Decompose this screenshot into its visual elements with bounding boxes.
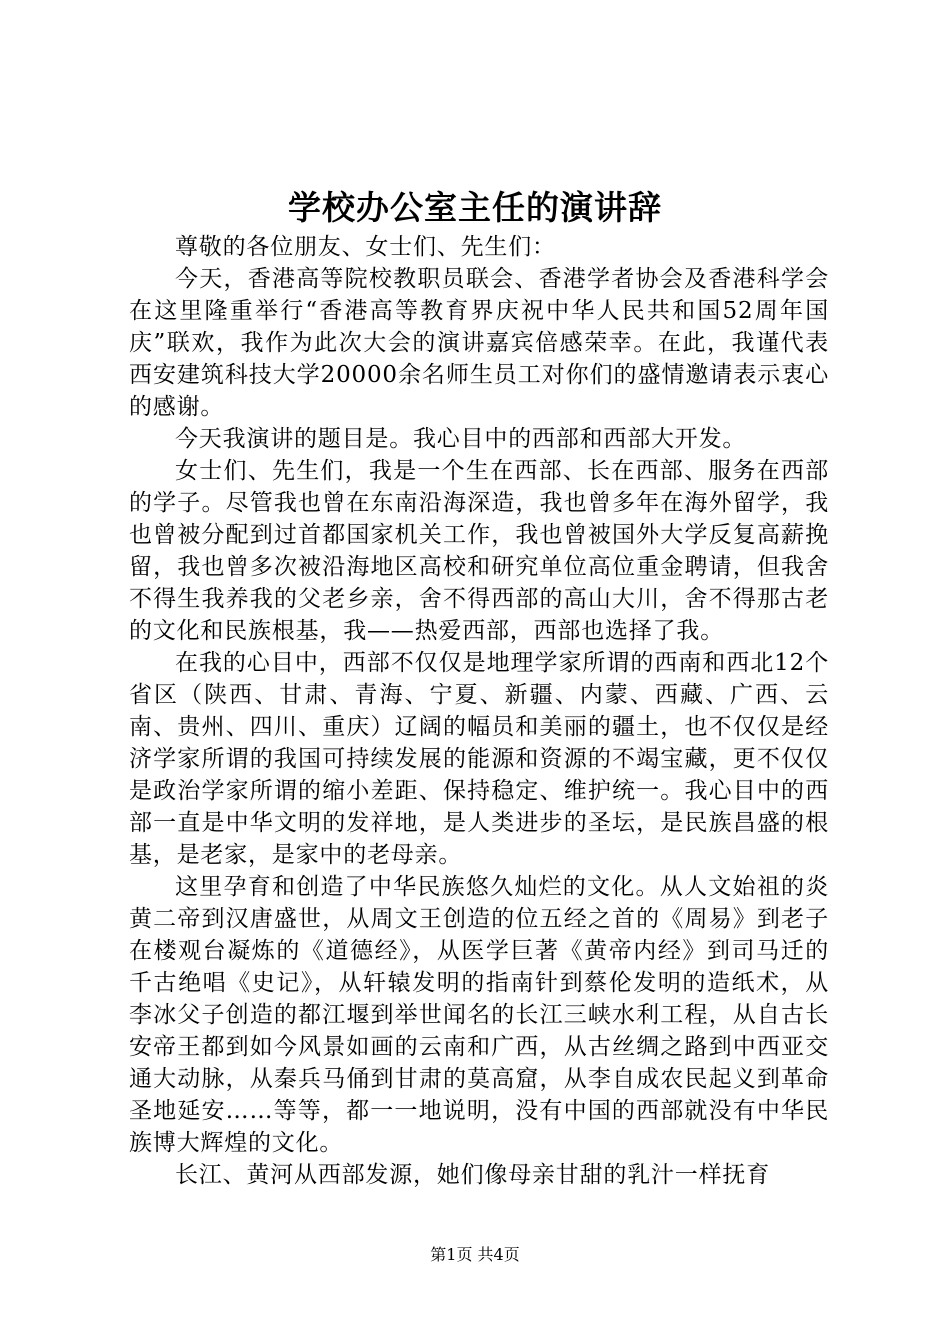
document-title: 学校办公室主任的演讲辞 [288, 188, 662, 227]
paragraph-culture: 这里孕育和创造了中华民族悠久灿烂的文化。从人文始祖的炎黄二帝到汉唐盛世，从周文王创造的位五经之首的《周易》到老子在楼观台凝炼的《道德经》，从医学巨著《黄帝内经》到司马迁的千古绝唱《史记》，从轩辕发明的指南针到蔡伦发明的造纸术，从李冰父子创造的都江堰到举世闻名的长江三峡水利工程，从自古长安帝王都到如今风景如画的云南和广西，从古丝绸之路到中西亚交通大动脉，从秦兵马俑到甘肃的莫高窟，从李自成农民起义到革命圣地延安……等等，都一一地说明，没有中国的西部就没有中华民族博大辉煌的文化。 [129, 874, 829, 1156]
paragraph-opening: 今天，香港高等院校教职员联会、香港学者协会及香港科学会在这里隆重举行“香港高等教育界庆祝中华人民共和国52周年国庆”联欢，我作为此次大会的演讲嘉宾倍感荣幸。在此，我谨代表西安建筑科技大学20000余名师生员工对你们的盛情邀请表示衷心的感谢。 [129, 266, 829, 420]
paragraph-salutation: 尊敬的各位朋友、女士们、先生们： [175, 234, 556, 260]
page-footer: 第1页 共4页 [430, 1245, 520, 1264]
paragraph-personal: 女士们、先生们，我是一个生在西部、长在西部、服务在西部的学子。尽管我也曾在东南沿海深造，我也曾多年在海外留学，我也曾被分配到过首都国家机关工作，我也曾被国外大学反复高薪挽留，我也曾多次被沿海地区高校和研究单位高位重金聘请，但我舍不得生我养我的父老乡亲，舍不得西部的高山大川，舍不得那古老的文化和民族根基，我——热爱西部，西部也选择了我。 [129, 458, 829, 644]
paragraph-west-meaning: 在我的心目中，西部不仅仅是地理学家所谓的西南和西北12个省区（陕西、甘肃、青海、宁夏、新疆、内蒙、西藏、广西、云南、贵州、四川、重庆）辽阔的幅员和美丽的疆土，也不仅仅是经济学家所谓的我国可持续发展的能源和资源的不竭宝藏，更不仅仅是政治学家所谓的缩小差距、保持稳定、维护统一。我心目中的西部一直是中华文明的发祥地，是人类进步的圣坛，是民族昌盛的根基，是老家，是家中的老母亲。 [129, 650, 829, 868]
paragraph-rivers: 长江、黄河从西部发源，她们像母亲甘甜的乳汁一样抚育 [175, 1162, 770, 1188]
document-body [129, 231, 829, 1191]
paragraph-topic: 今天我演讲的题目是。我心目中的西部和西部大开发。 [175, 426, 747, 452]
